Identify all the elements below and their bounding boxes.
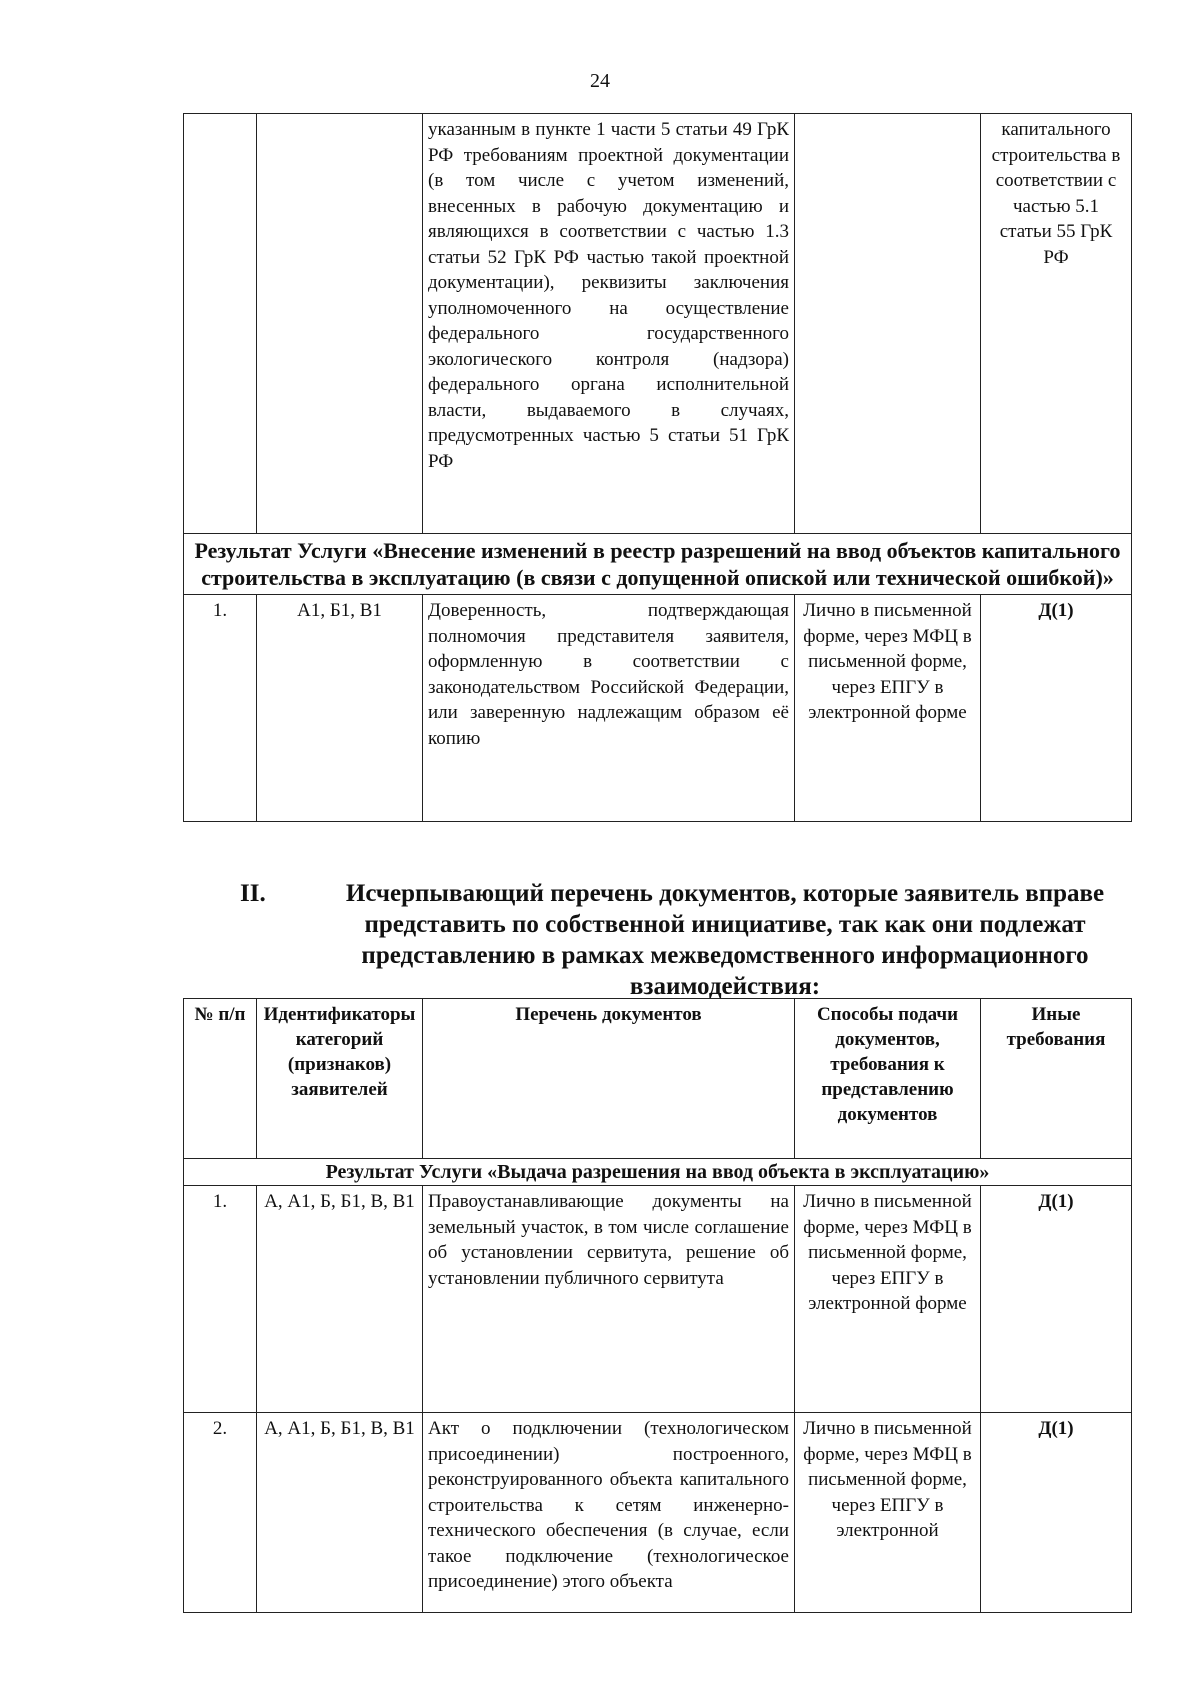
documents-table — [183, 998, 1132, 1613]
page-number: 24 — [590, 70, 610, 92]
result-title: Результат Услуги «Внесение изменений в реестр разрешений на ввод объектов капитального строительства в эксплуатацию (в связи с допущенной опиской или технической ошибкой)» — [184, 534, 1132, 595]
header-docs: Перечень документов — [423, 999, 795, 1159]
table-row — [184, 595, 1132, 822]
result-section-row — [184, 1159, 1132, 1186]
row-number: 1. — [184, 595, 257, 822]
row-number — [184, 114, 257, 534]
section-heading — [240, 878, 1130, 1002]
other-requirements: Д(1) — [981, 1186, 1132, 1413]
result-section-row — [184, 534, 1132, 595]
header-other: Иные требования — [981, 999, 1132, 1159]
table-row — [184, 114, 1132, 534]
header-ids: Идентификаторы категорий (признаков) заявителей — [257, 999, 423, 1159]
submission-methods: Лично в письменной форме, через МФЦ в письменной форме, через ЕПГУ в электронной форме — [795, 595, 981, 822]
table-header-row — [184, 999, 1132, 1159]
table-row — [184, 1413, 1132, 1613]
document-list: Акт о подключении (технологическом присоединении) построенного, реконструированного объекта капитального строительства к сетям инженерно-технического обеспечения (в случае, если такое подключение (технологическое присоединение) этого объекта — [423, 1413, 795, 1613]
section-title: Исчерпывающий перечень документов, которые заявитель вправе представить по собственной инициативе, так как они подлежат представлению в рамках межведомственного информационного взаимодействия: — [345, 880, 1105, 1000]
applicant-ids: А1, Б1, В1 — [257, 595, 423, 822]
applicant-ids — [257, 114, 423, 534]
header-method: Способы подачи документов, требования к представлению документов — [795, 999, 981, 1159]
other-requirements: Д(1) — [981, 595, 1132, 822]
section-number: II. — [240, 880, 266, 907]
applicant-ids: А, А1, Б, Б1, В, В1 — [257, 1413, 423, 1613]
document-list: Правоустанавливающие документы на земельный участок, в том числе соглашение об установлении сервитута, решение об установлении публичного сервитута — [423, 1186, 795, 1413]
other-requirements: Д(1) — [981, 1413, 1132, 1613]
table-row — [184, 1186, 1132, 1413]
submission-methods: Лично в письменной форме, через МФЦ в письменной форме, через ЕПГУ в электронной — [795, 1413, 981, 1613]
documents-table-continued — [183, 113, 1132, 822]
document-list: Доверенность, подтверждающая полномочия представителя заявителя, оформленную в соответствии с законодательством Российской Федерации, или заверенную надлежащим образом её копию — [423, 595, 795, 822]
submission-methods: Лично в письменной форме, через МФЦ в письменной форме, через ЕПГУ в электронной форме — [795, 1186, 981, 1413]
row-number: 1. — [184, 1186, 257, 1413]
result-title: Результат Услуги «Выдача разрешения на ввод объекта в эксплуатацию» — [184, 1159, 1132, 1186]
row-number: 2. — [184, 1413, 257, 1613]
submission-methods — [795, 114, 981, 534]
applicant-ids: А, А1, Б, Б1, В, В1 — [257, 1186, 423, 1413]
other-requirements: капитального строительства в соответствии с частью 5.1 статьи 55 ГрК РФ — [981, 114, 1132, 534]
header-num: № п/п — [184, 999, 257, 1159]
document-list: указанным в пункте 1 части 5 статьи 49 ГрК РФ требованиям проектной документации (в том числе с учетом изменений, внесенных в рабочую документацию и являющихся в соответствии с частью 1.3 статьи 52 ГрК РФ частью такой проектной документации), реквизиты заключения уполномоченного на осуществление федерального государственного экологического контроля (надзора) федерального органа исполнительной власти, выдаваемого в случаях, предусмотренных частью 5 статьи 51 ГрК РФ — [423, 114, 795, 534]
